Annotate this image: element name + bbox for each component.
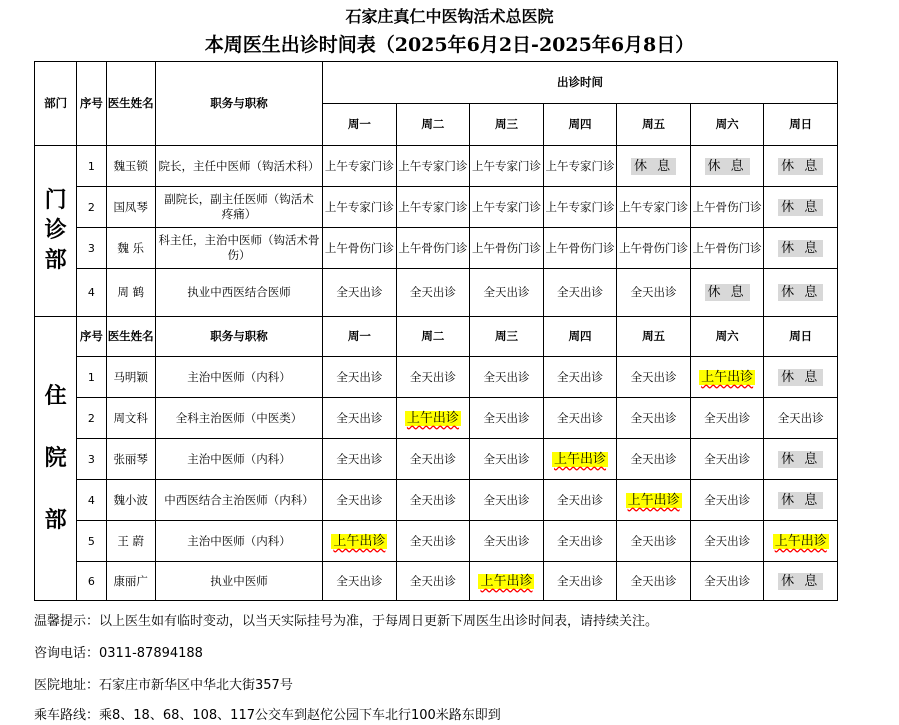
route-text: 乘车路线：乘8、18、68、108、117公交车到赵佗公园下车北行100米路东即到 [34, 708, 501, 723]
table-row [35, 521, 838, 562]
seq-cell: 3 [77, 439, 106, 480]
seq-cell: 2 [77, 398, 106, 439]
schedule-cell: 全天出诊 [690, 480, 764, 521]
doctor-name: 国凤琴 [106, 187, 155, 228]
schedule-cell [690, 357, 764, 398]
seq-cell: 6 [77, 562, 106, 601]
title-header: 职务与职称 [155, 62, 322, 146]
day-header: 周一 [323, 104, 397, 146]
doctor-name: 魏玉锁 [106, 146, 155, 187]
schedule-cell: 上午专家门诊 [323, 146, 397, 187]
table-row [35, 228, 838, 269]
schedule-cell: 全天出诊 [617, 357, 691, 398]
table-row [35, 439, 838, 480]
rest-label: 休 息 [778, 451, 823, 468]
doctor-title: 主治中医师（内科） [155, 357, 322, 398]
doctor-title: 执业中医师 [155, 562, 322, 601]
day-header: 周二 [396, 317, 470, 357]
schedule-cell: 上午专家门诊 [470, 187, 544, 228]
schedule-cell [323, 521, 397, 562]
day-header: 周四 [543, 317, 617, 357]
seq-cell: 4 [77, 269, 106, 317]
rest-label: 休 息 [705, 284, 750, 301]
day-header: 周六 [690, 104, 764, 146]
page-title: 本周医生出诊时间表（2025年6月2日-2025年6月8日） [204, 34, 695, 56]
schedule-cell [764, 187, 838, 228]
schedule-cell: 上午专家门诊 [396, 146, 470, 187]
schedule-cell: 全天出诊 [396, 269, 470, 317]
address-text: 医院地址：石家庄市新华区中华北大街357号 [34, 678, 293, 693]
doctor-name: 康丽广 [106, 562, 155, 601]
half-day-label: 上午出诊 [774, 533, 827, 549]
schedule-cell: 全天出诊 [543, 269, 617, 317]
schedule-cell: 全天出诊 [323, 439, 397, 480]
schedule-cell: 全天出诊 [617, 269, 691, 317]
schedule-cell [690, 146, 764, 187]
schedule-cell: 全天出诊 [323, 480, 397, 521]
doctor-name: 周文科 [106, 398, 155, 439]
table-row [35, 269, 838, 317]
day-header: 周日 [764, 104, 838, 146]
schedule-cell: 全天出诊 [470, 398, 544, 439]
day-header: 周六 [690, 317, 764, 357]
schedule-cell: 上午骨伤门诊 [543, 228, 617, 269]
schedule-cell: 上午骨伤门诊 [396, 228, 470, 269]
doctor-name: 王 蔚 [106, 521, 155, 562]
schedule-cell [764, 521, 838, 562]
notice-text: 温馨提示：以上医生如有临时变动，以当天实际挂号为准，于每周日更新下周医生出诊时间表，请持续关注。 [34, 614, 659, 629]
schedule-header: 出诊时间 [323, 62, 838, 104]
schedule-cell [690, 269, 764, 317]
schedule-cell: 全天出诊 [470, 521, 544, 562]
rest-label: 休 息 [778, 284, 823, 301]
schedule-cell: 全天出诊 [543, 562, 617, 601]
schedule-cell: 全天出诊 [470, 357, 544, 398]
schedule-cell [396, 398, 470, 439]
schedule-cell: 上午骨伤门诊 [690, 228, 764, 269]
schedule-cell: 全天出诊 [690, 398, 764, 439]
schedule-cell [764, 357, 838, 398]
schedule-cell: 全天出诊 [543, 521, 617, 562]
rest-label: 休 息 [705, 158, 750, 175]
schedule-cell: 全天出诊 [470, 439, 544, 480]
doctor-title: 全科主治医师（中医类） [155, 398, 322, 439]
rest-label: 休 息 [778, 240, 823, 257]
doctor-name: 周 鹤 [106, 269, 155, 317]
schedule-cell: 全天出诊 [396, 521, 470, 562]
seq-header: 序号 [77, 317, 106, 357]
schedule-cell: 全天出诊 [690, 562, 764, 601]
day-header: 周四 [543, 104, 617, 146]
seq-cell: 3 [77, 228, 106, 269]
day-header: 周二 [396, 104, 470, 146]
doctor-name: 魏 乐 [106, 228, 155, 269]
schedule-cell: 上午骨伤门诊 [617, 228, 691, 269]
rest-label: 休 息 [778, 573, 823, 590]
schedule-cell: 全天出诊 [470, 480, 544, 521]
schedule-cell [617, 146, 691, 187]
schedule-cell: 全天出诊 [690, 521, 764, 562]
header-row [35, 62, 838, 104]
dept-inpatient [35, 317, 77, 601]
seq-cell: 1 [77, 146, 106, 187]
schedule-cell: 全天出诊 [617, 562, 691, 601]
schedule-cell: 全天出诊 [396, 480, 470, 521]
seq-cell: 1 [77, 357, 106, 398]
inpatient-header-row [35, 317, 838, 357]
schedule-cell [470, 562, 544, 601]
doctor-title: 执业中西医结合医师 [155, 269, 322, 317]
schedule-table [34, 61, 838, 601]
table-row [35, 357, 838, 398]
doctor-title: 副院长，副主任医师（钩活术 疼痛） [155, 187, 322, 228]
table-row [35, 146, 838, 187]
schedule-cell [617, 480, 691, 521]
schedule-cell: 全天出诊 [543, 398, 617, 439]
schedule-cell: 全天出诊 [323, 398, 397, 439]
schedule-cell: 全天出诊 [470, 269, 544, 317]
schedule-cell: 上午骨伤门诊 [470, 228, 544, 269]
half-day-label: 上午出诊 [701, 369, 754, 385]
dept-label: 住院部 [44, 383, 67, 533]
table-row [35, 480, 838, 521]
schedule-cell: 全天出诊 [764, 398, 838, 439]
day-header: 周日 [764, 317, 838, 357]
schedule-cell: 全天出诊 [617, 439, 691, 480]
rest-label: 休 息 [778, 199, 823, 216]
hospital-name: 石家庄真仁中医钩活术总医院 [345, 7, 554, 26]
name-header: 医生姓名 [106, 317, 155, 357]
doctor-title: 科主任，主治中医师（钩活术骨伤） [155, 228, 322, 269]
schedule-cell: 全天出诊 [396, 439, 470, 480]
schedule-cell: 全天出诊 [323, 357, 397, 398]
half-day-label: 上午出诊 [554, 451, 607, 467]
doctor-title: 主治中医师（内科） [155, 439, 322, 480]
schedule-cell: 全天出诊 [543, 357, 617, 398]
half-day-label: 上午出诊 [333, 533, 386, 549]
schedule-cell: 上午专家门诊 [323, 187, 397, 228]
doctor-title: 院长，主任中医师（钩活术科） [155, 146, 322, 187]
schedule-cell: 全天出诊 [617, 398, 691, 439]
schedule-cell: 全天出诊 [396, 357, 470, 398]
doctor-title: 中西医结合主治医师（内科） [155, 480, 322, 521]
day-header: 周一 [323, 317, 397, 357]
doctor-name: 张丽琴 [106, 439, 155, 480]
schedule-cell: 上午骨伤门诊 [323, 228, 397, 269]
schedule-cell: 上午专家门诊 [470, 146, 544, 187]
half-day-label: 上午出诊 [406, 410, 459, 426]
schedule-cell [764, 146, 838, 187]
half-day-label: 上午出诊 [627, 492, 680, 508]
seq-header: 序号 [77, 62, 106, 146]
rest-label: 休 息 [778, 369, 823, 386]
schedule-cell: 全天出诊 [617, 521, 691, 562]
doctor-name: 马明颖 [106, 357, 155, 398]
dept-label: 门诊部 [44, 188, 67, 273]
doctor-name: 魏小波 [106, 480, 155, 521]
dept-header: 部门 [35, 62, 77, 146]
table-row [35, 187, 838, 228]
day-header: 周五 [617, 104, 691, 146]
half-day-label: 上午出诊 [480, 573, 533, 589]
doctor-title: 主治中医师（内科） [155, 521, 322, 562]
schedule-cell: 全天出诊 [323, 562, 397, 601]
rest-label: 休 息 [631, 158, 676, 175]
phone-text: 咨询电话：0311-87894188 [34, 646, 203, 661]
schedule-cell: 全天出诊 [690, 439, 764, 480]
schedule-cell [764, 562, 838, 601]
schedule-cell: 上午骨伤门诊 [690, 187, 764, 228]
schedule-cell [764, 439, 838, 480]
schedule-cell [764, 269, 838, 317]
day-header: 周三 [470, 317, 544, 357]
table-row [35, 562, 838, 601]
schedule-cell: 全天出诊 [396, 562, 470, 601]
day-header: 周三 [470, 104, 544, 146]
schedule-cell [764, 228, 838, 269]
rest-label: 休 息 [778, 158, 823, 175]
schedule-cell: 上午专家门诊 [396, 187, 470, 228]
schedule-cell: 全天出诊 [323, 269, 397, 317]
rest-label: 休 息 [778, 492, 823, 509]
schedule-cell: 上午专家门诊 [543, 187, 617, 228]
day-header: 周五 [617, 317, 691, 357]
title-header: 职务与职称 [155, 317, 322, 357]
seq-cell: 2 [77, 187, 106, 228]
schedule-cell: 上午专家门诊 [543, 146, 617, 187]
name-header: 医生姓名 [106, 62, 155, 146]
schedule-cell [764, 480, 838, 521]
schedule-cell: 全天出诊 [543, 480, 617, 521]
table-row [35, 398, 838, 439]
seq-cell: 4 [77, 480, 106, 521]
schedule-cell [543, 439, 617, 480]
dept-outpatient [35, 146, 77, 317]
schedule-cell: 上午专家门诊 [617, 187, 691, 228]
seq-cell: 5 [77, 521, 106, 562]
